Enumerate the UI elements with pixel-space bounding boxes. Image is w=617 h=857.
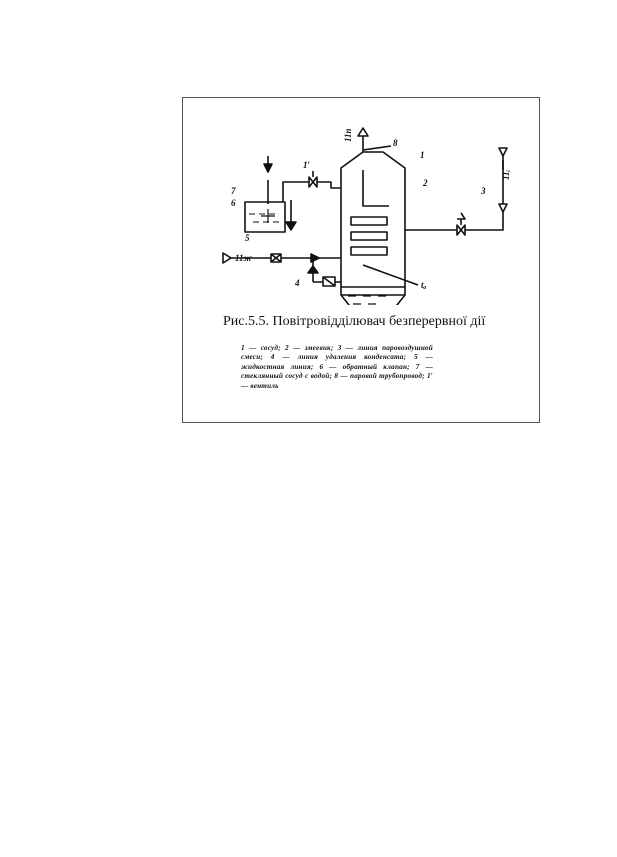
- label-4: 4: [295, 278, 300, 288]
- glass-vessel: [245, 202, 285, 232]
- right-top-arrow: [499, 148, 507, 156]
- left-inlet-arrow: [223, 253, 231, 263]
- label-left-flow: 11ж: [235, 253, 253, 263]
- valve-1prime: [309, 177, 317, 187]
- label-5: 5: [245, 233, 250, 243]
- figure-caption: Рис.5.5. Повітровідділювач безперервної дії: [223, 314, 486, 329]
- label-1: 1: [420, 150, 425, 160]
- label-right-flow: 11ᵢ: [501, 169, 511, 180]
- label-2: 2: [423, 178, 428, 188]
- right-valve: [457, 225, 465, 235]
- label-ta: tₐ: [421, 280, 427, 290]
- label-6: 6: [231, 198, 236, 208]
- coil: [363, 170, 389, 206]
- label-7: 7: [231, 186, 236, 196]
- label-8: 8: [393, 138, 398, 148]
- figure-frame: [182, 97, 540, 423]
- label-top-flow: 11п: [343, 128, 353, 142]
- right-line-arrow: [499, 204, 507, 212]
- separator-schematic: [213, 120, 533, 305]
- top-outlet-arrow: [358, 128, 368, 136]
- figure-legend: 1 — сосуд; 2 — змеевик; 3 — линия паровоздушной смеси; 4 — линия удаления конденсата; 5 — жидкостная линия; 6 — обратный клапан; 7 — стеклянный сосуд с водой; 8 — паровой трубопровод; 1′ — вентиль: [241, 344, 433, 390]
- label-1prime: 1′: [303, 160, 311, 170]
- label-3: 3: [481, 186, 486, 196]
